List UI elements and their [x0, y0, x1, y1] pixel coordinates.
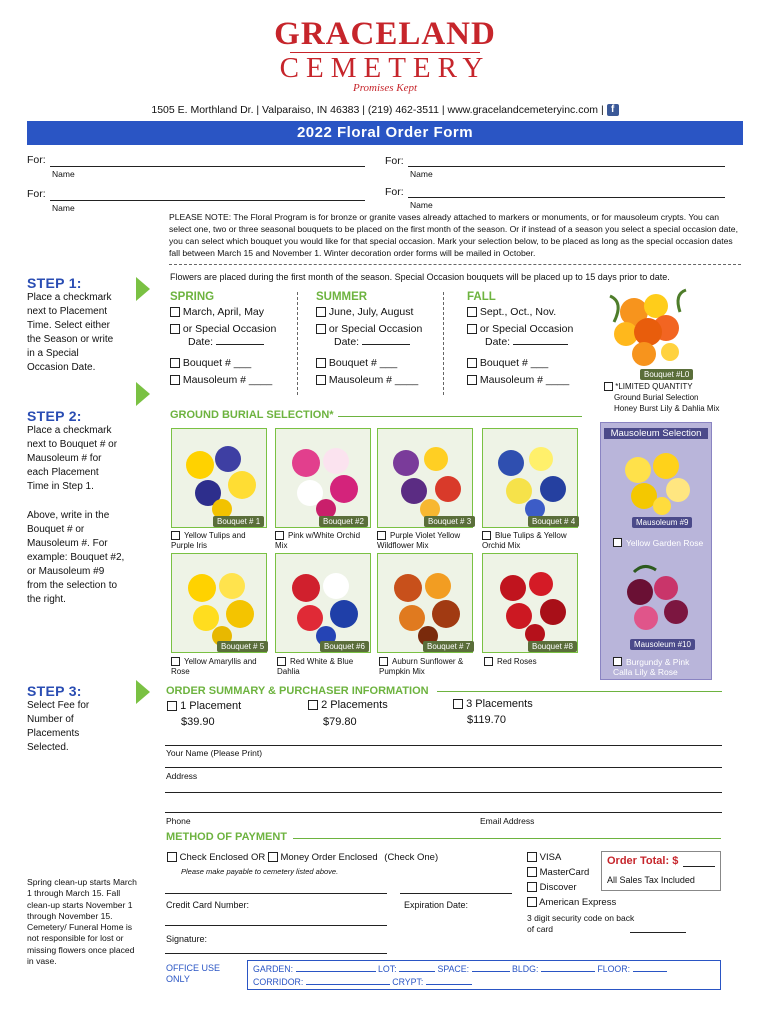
- order-total-label: Order Total: $: [607, 855, 679, 867]
- checkbox[interactable]: [316, 358, 326, 368]
- checkbox[interactable]: [484, 657, 493, 666]
- mausoleum-label: Mausoleum # ____: [328, 374, 419, 386]
- signature-field[interactable]: [165, 953, 387, 954]
- mausoleum-9-image: [614, 444, 698, 520]
- ground-burial-rule: [338, 416, 582, 417]
- card-label: MasterCard: [539, 867, 590, 878]
- checkbox[interactable]: [527, 882, 537, 892]
- season-months-option[interactable]: [170, 306, 298, 318]
- mausoleum-name: Burgundy & Pink Calla Lily & Rose: [613, 657, 690, 677]
- your-name-label: Your Name (Please Print): [166, 748, 263, 758]
- bouquet-1-image: [171, 428, 267, 528]
- mausoleum-name: Yellow Garden Rose: [626, 538, 704, 548]
- card-label: American Express: [539, 897, 617, 908]
- bouquet-3-option[interactable]: [377, 531, 477, 551]
- money-order-label: Money Order Enclosed: [280, 852, 378, 863]
- crypt-field[interactable]: [426, 984, 472, 985]
- address-label: Address: [166, 771, 198, 781]
- date-label: Date:: [485, 336, 511, 348]
- order-summary-title: ORDER SUMMARY & PURCHASER INFORMATION: [166, 685, 429, 697]
- featured-desc1: Ground Burial Selection: [614, 393, 699, 402]
- logo-graceland: GRACELAND: [274, 16, 496, 52]
- season-months: Sept., Oct., Nov.: [479, 306, 557, 318]
- checkbox[interactable]: [453, 699, 463, 709]
- date-field[interactable]: [188, 336, 298, 348]
- for-label-4: For:: [385, 186, 404, 198]
- address-field-line1[interactable]: [165, 767, 722, 768]
- date-field[interactable]: [485, 336, 595, 348]
- mausoleum-option[interactable]: [170, 374, 298, 386]
- featured-limited[interactable]: [604, 382, 693, 391]
- mausoleum-10-option[interactable]: [613, 657, 708, 677]
- order-summary-rule: [437, 691, 722, 692]
- checkbox[interactable]: [171, 531, 180, 540]
- bldg-label: BLDG:: [512, 964, 539, 974]
- checkbox[interactable]: [482, 531, 491, 540]
- date-field[interactable]: [334, 336, 444, 348]
- season-summer: [316, 291, 444, 386]
- expiration-label: Expiration Date:: [404, 900, 469, 910]
- bouquet-4-option[interactable]: [482, 531, 582, 551]
- bouquet-8-image: [482, 553, 578, 653]
- bouquet-7-image: [377, 553, 473, 653]
- address-field-line2[interactable]: [165, 792, 722, 793]
- bouquet-label: Bouquet # ___: [479, 357, 549, 369]
- checkbox[interactable]: [467, 358, 477, 368]
- bouquet-7-label: Bouquet # 7: [423, 641, 474, 652]
- for-label-1: For:: [27, 154, 46, 166]
- bouquet-6-label: Bouquet #6: [320, 641, 369, 652]
- bouquet-name: Red Roses: [497, 657, 537, 666]
- security-code-label: 3 digit security code on back of card: [527, 913, 635, 934]
- checkbox[interactable]: [308, 700, 318, 710]
- bouquet-name: Pink w/White Orchid Mix: [275, 531, 361, 550]
- mausoleum-9-option[interactable]: [613, 538, 708, 548]
- checkbox[interactable]: [604, 382, 613, 391]
- bouquet-label: Bouquet # ___: [182, 357, 252, 369]
- corridor-field[interactable]: [306, 984, 390, 985]
- step2-text1: Place a checkmark next to Bouquet # or Mausoleum # for each Placement Time in Step 1.: [27, 425, 118, 492]
- placement-label: 3 Placements: [466, 698, 533, 710]
- bouquet-name: Yellow Amaryllis and Rose: [171, 657, 257, 676]
- placement-1-option[interactable]: [167, 700, 241, 712]
- bouquet-2-option[interactable]: [275, 531, 371, 551]
- name-caption-4: Name: [410, 200, 433, 210]
- season-spring: [170, 291, 298, 386]
- special-occasion-option[interactable]: [316, 323, 444, 335]
- season-months-option[interactable]: [316, 306, 444, 318]
- logo-tagline: Promises Kept: [352, 82, 418, 94]
- limited-text: *LIMITED QUANTITY: [615, 382, 693, 391]
- for-label-3: For:: [27, 188, 46, 200]
- checkbox[interactable]: [613, 538, 622, 547]
- special-occasion-label: or Special Occasion: [479, 323, 574, 335]
- bouquet-5-label: Bouquet # 5: [217, 641, 268, 652]
- mausoleum-option[interactable]: [316, 374, 444, 386]
- mausoleum-label: Mausoleum # ____: [479, 374, 570, 386]
- step1-title: STEP 1:: [27, 275, 82, 291]
- bouquet-name: Yellow Tulips and Purple Iris: [171, 531, 246, 550]
- floor-field[interactable]: [633, 971, 667, 972]
- name-caption-1: Name: [52, 169, 75, 179]
- mausoleum-10-label: Mausoleum #10: [630, 639, 695, 650]
- credit-card-field[interactable]: [165, 925, 387, 926]
- placement-note: Flowers are placed during the first month of the season. Special Occasion bouquets will be placed up to 15 days prior to date.: [170, 272, 670, 282]
- for-field-1[interactable]: [50, 166, 365, 167]
- season-months: March, April, May: [182, 306, 265, 318]
- crypt-label: CRYPT:: [392, 977, 424, 987]
- season-title: SUMMER: [316, 291, 368, 303]
- special-occasion-label: or Special Occasion: [182, 323, 277, 335]
- mausoleum-label: Mausoleum # ____: [182, 374, 273, 386]
- mausoleum-10-image: [614, 562, 698, 640]
- season-months-option[interactable]: [467, 306, 595, 318]
- bouquet-name: Auburn Sunflower & Pumpkin Mix: [379, 657, 464, 676]
- payment-title: METHOD OF PAYMENT: [166, 831, 288, 843]
- checkbox[interactable]: [467, 324, 477, 334]
- placement-2-price: $79.80: [323, 716, 357, 728]
- bouquet-3-image: [377, 428, 473, 528]
- step1-text: Place a checkmark next to Placement Time. Select either the Season or write in a Special Occasion Date.: [27, 292, 114, 373]
- season-divider: [297, 292, 298, 395]
- lot-label: LOT:: [378, 964, 397, 974]
- bouquet-2-label: Bouquet #2: [319, 516, 368, 527]
- placement-label: 1 Placement: [180, 700, 242, 712]
- bouquet-option[interactable]: [467, 357, 595, 369]
- bouquet-option[interactable]: [170, 357, 298, 369]
- bouquet-8-label: Bouquet #8: [528, 641, 577, 652]
- garden-label: GARDEN:: [253, 964, 294, 974]
- season-fall: [467, 291, 595, 386]
- name-caption-3: Name: [52, 203, 75, 213]
- space-label: SPACE:: [437, 964, 470, 974]
- address-line: [0, 104, 770, 116]
- bouquet-6-image: [275, 553, 371, 653]
- step1-arrow-icon: [136, 277, 150, 301]
- please-note: PLEASE NOTE: The Floral Program is for bronze or granite vases already attached to markers or monuments, or for mausoleum crypts. You can select one, two or three seasonal bouquets to be placed on the first month of the season. Or if instead of a season you select a special occasion date, you can select which bouquet you would like for that special occasion. Mark your selection below, to be placed as long as the special occasion dates fall between March 15 and November 1. Winter decoration order forms will be mailed in October.: [169, 212, 738, 258]
- email-label: Email Address: [480, 816, 535, 826]
- money-order-checkbox[interactable]: [268, 852, 278, 862]
- step3-title: STEP 3:: [27, 683, 82, 699]
- page-title: 2022 Floral Order Form: [27, 121, 743, 145]
- office-use-title: OFFICE USE ONLY: [166, 963, 221, 984]
- checkbox[interactable]: [316, 324, 326, 334]
- bouquet-1-option[interactable]: [171, 531, 267, 551]
- placement-label: 2 Placements: [321, 699, 388, 711]
- season-title: FALL: [467, 291, 496, 303]
- security-code-field[interactable]: [630, 932, 686, 933]
- step3-arrow-icon: [136, 680, 150, 704]
- payment-rule: [293, 838, 721, 839]
- step2-arrow-icon: [136, 382, 150, 406]
- logo-cemetery: CEMETERY: [279, 52, 491, 84]
- bouquet-name: Red White & Blue Dahlia: [277, 657, 354, 676]
- bouquet-5-image: [171, 553, 267, 653]
- bouquet-option[interactable]: [316, 357, 444, 369]
- order-total-field[interactable]: [683, 866, 715, 867]
- for-field-2[interactable]: [408, 166, 725, 167]
- step2-text2: Above, write in the Bouquet # or Mausoleum #. For example: Bouquet #2, or Mausoleum #9 from the selection to the right.: [27, 510, 125, 605]
- special-occasion-option[interactable]: [170, 323, 298, 335]
- expiration-rule: [400, 893, 512, 894]
- cleanup-note: Spring clean-up starts March 1 through March 15. Fall clean-up starts November 1 through November 15. Cemetery/ Funeral Home is not responsible for lost or missing flowers once placed in vase.: [27, 877, 137, 967]
- checkbox[interactable]: [527, 867, 537, 877]
- bouquet-4-label: Bouquet # 4: [528, 516, 579, 527]
- payable-note: Please make payable to cemetery listed above.: [181, 867, 339, 876]
- checkbox[interactable]: [170, 375, 180, 385]
- your-name-field[interactable]: [165, 745, 722, 746]
- bouquet-6-option[interactable]: [277, 657, 373, 677]
- special-occasion-label: or Special Occasion: [328, 323, 423, 335]
- for-label-2: For:: [385, 155, 404, 167]
- garden-field[interactable]: [296, 971, 376, 972]
- special-occasion-option[interactable]: [467, 323, 595, 335]
- space-field[interactable]: [472, 971, 510, 972]
- bouquet-1-label: Bouquet # 1: [213, 516, 264, 527]
- office-row-1: [253, 964, 667, 974]
- check-one-label: (Check One): [384, 852, 439, 863]
- payment-type-row: [167, 852, 438, 863]
- checkbox[interactable]: [377, 531, 386, 540]
- date-label: Date:: [334, 336, 360, 348]
- season-divider: [443, 292, 444, 395]
- checkbox[interactable]: [527, 852, 537, 862]
- checkbox[interactable]: [167, 701, 177, 711]
- bouquet-4-image: [482, 428, 578, 528]
- placement-1-price: $39.90: [181, 716, 215, 728]
- checkbox[interactable]: [527, 897, 537, 907]
- card-label: Discover: [539, 882, 577, 893]
- bouquet-3-label: Bouquet # 3: [424, 516, 475, 527]
- checkbox[interactable]: [277, 657, 286, 666]
- checkbox[interactable]: [316, 307, 326, 317]
- checkbox[interactable]: [467, 307, 477, 317]
- check-enclosed-checkbox[interactable]: [167, 852, 177, 862]
- bouquet-5-option[interactable]: [171, 657, 267, 677]
- bouquet-name: Blue Tulips & Yellow Orchid Mix: [482, 531, 567, 550]
- for-field-4[interactable]: [408, 197, 725, 198]
- or-label: OR: [250, 852, 266, 863]
- bouquet-name: Purple Violet Yellow Wildflower Mix: [377, 531, 461, 550]
- name-caption-2: Name: [410, 169, 433, 179]
- checkbox[interactable]: [316, 375, 326, 385]
- credit-card-rule: [165, 893, 387, 894]
- step2-title: STEP 2:: [27, 408, 82, 424]
- bouquet-7-option[interactable]: [379, 657, 479, 677]
- bouquet-2-image: [275, 428, 371, 528]
- facebook-icon[interactable]: f: [607, 104, 619, 116]
- date-label: Date:: [188, 336, 214, 348]
- mausoleum-9-label: Mausoleum #9: [632, 517, 692, 528]
- featured-bouquet-image: [604, 282, 690, 380]
- checkbox[interactable]: [170, 307, 180, 317]
- bouquet-label: Bouquet # ___: [328, 357, 398, 369]
- note-divider: [169, 264, 741, 265]
- season-title: SPRING: [170, 291, 215, 303]
- for-field-3[interactable]: [50, 200, 365, 201]
- signature-label: Signature:: [166, 934, 208, 944]
- featured-bouquet-label: Bouquet #L0: [640, 369, 693, 380]
- season-months: June, July, August: [328, 306, 414, 318]
- corridor-label: CORRIDOR:: [253, 977, 304, 987]
- featured-desc2: Honey Burst Lily & Dahlia Mix: [614, 404, 720, 413]
- checkbox[interactable]: [467, 375, 477, 385]
- checkbox[interactable]: [613, 657, 622, 666]
- mausoleum-option[interactable]: [467, 374, 595, 386]
- checkbox[interactable]: [170, 358, 180, 368]
- placement-3-price: $119.70: [467, 714, 506, 726]
- phone-label: Phone: [166, 816, 191, 826]
- phone-email-field[interactable]: [165, 812, 722, 813]
- office-row-2: [253, 977, 472, 987]
- floor-label: FLOOR:: [597, 964, 631, 974]
- mausoleum-title: Mausoleum Selection: [604, 428, 708, 439]
- check-enclosed-label: Check Enclosed: [179, 852, 249, 863]
- card-label: VISA: [539, 852, 562, 863]
- credit-card-label: Credit Card Number:: [166, 900, 250, 910]
- bldg-field[interactable]: [541, 971, 595, 972]
- placement-2-option[interactable]: [308, 699, 388, 711]
- card-amex[interactable]: [527, 895, 616, 910]
- bouquet-8-option[interactable]: [484, 657, 584, 667]
- placement-3-option[interactable]: [453, 698, 533, 710]
- checkbox[interactable]: [275, 531, 284, 540]
- ground-burial-title: GROUND BURIAL SELECTION*: [170, 409, 334, 421]
- lot-field[interactable]: [399, 971, 435, 972]
- step3-text: Select Fee for Number of Placements Selected.: [27, 700, 90, 753]
- checkbox[interactable]: [379, 657, 388, 666]
- checkbox[interactable]: [170, 324, 180, 334]
- tax-note: All Sales Tax Included: [607, 875, 695, 885]
- checkbox[interactable]: [171, 657, 180, 666]
- address-text: 1505 E. Morthland Dr. | Valparaiso, IN 46383 | (219) 462-3511 | www.gracelandcemeteryinc.com |: [151, 104, 604, 116]
